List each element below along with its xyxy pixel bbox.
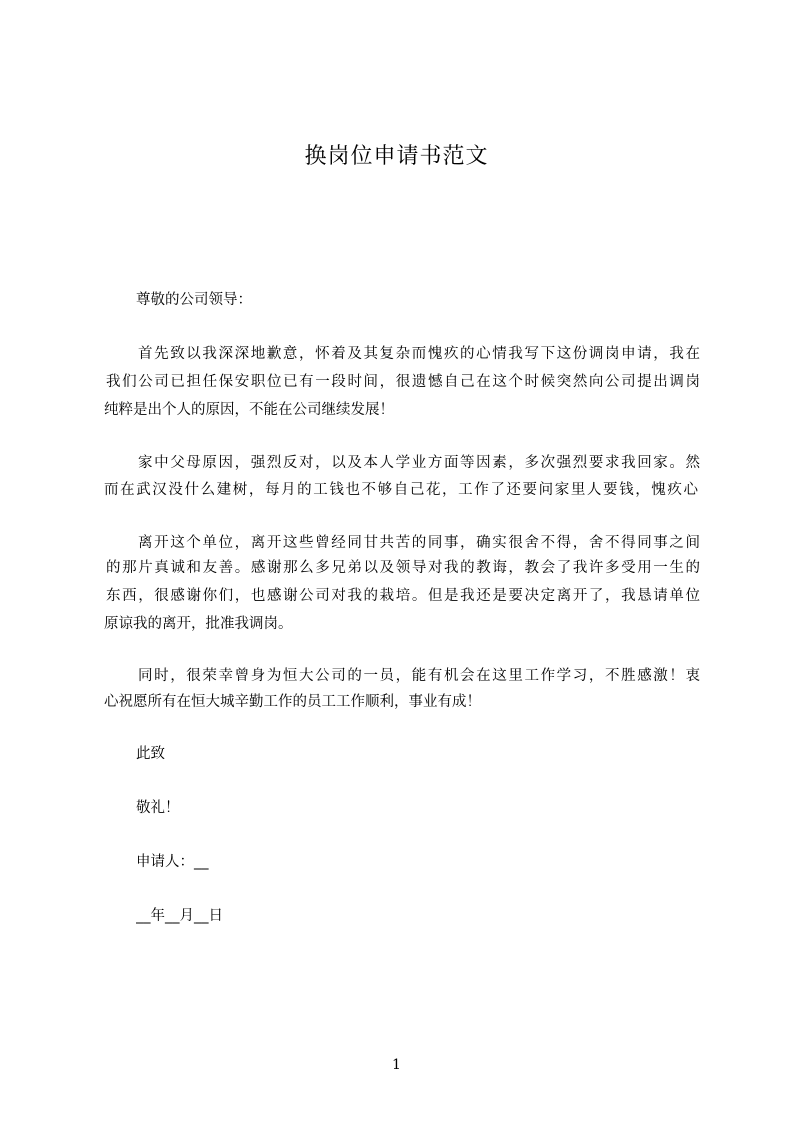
paragraph-3-line-3: 东西，很感谢你们，也感谢公司对我的栽培。但是我还是要决定离开了，我恳请单位	[106, 588, 700, 604]
paragraph-1-line-3: 纯粹是出个人的原因，不能在公司继续发展！	[104, 402, 394, 418]
document-title: 换岗位申请书范文	[304, 144, 489, 169]
applicant-signature-line: 申请人：__	[136, 854, 209, 870]
date-line: __年__月__日	[136, 908, 223, 924]
closing-ci-zhi: 此致	[136, 746, 165, 762]
paragraph-2-line-2: 而在武汉没什么建树，每月的工钱也不够自己花，工作了还要问家里人要钱，愧疚心	[104, 482, 698, 498]
closing-jing-li: 敬礼！	[136, 800, 180, 816]
paragraph-4-line-1: 同时，很荣幸曾身为恒大公司的一员，能有机会在这里工作学习，不胜感激！衷	[138, 668, 700, 684]
paragraph-1-line-2: 我们公司已担任保安职位已有一段时间，很遗憾自己在这个时候突然向公司提出调岗	[106, 374, 700, 390]
salutation: 尊敬的公司领导：	[136, 292, 252, 308]
paragraph-3-line-1: 离开这个单位，离开这些曾经同甘共苦的同事，确实很舍不得，舍不得同事之间	[138, 535, 700, 551]
paragraph-2-line-1: 家中父母原因，强烈反对，以及本人学业方面等因素，多次强烈要求我回家。然	[138, 455, 700, 471]
paragraph-3-line-4: 原谅我的离开，批准我调岗。	[104, 616, 293, 632]
page-number: 1	[392, 1057, 401, 1073]
paragraph-4-line-2: 心祝愿所有在恒大城辛勤工作的员工工作顺利，事业有成！	[104, 694, 481, 710]
paragraph-3-line-2: 的那片真诚和友善。感谢那么多兄弟以及领导对我的教诲，教会了我许多受用一生的	[106, 560, 700, 576]
paragraph-1-line-1: 首先致以我深深地歉意，怀着及其复杂而愧疚的心情我写下这份调岗申请，我在	[138, 346, 700, 362]
